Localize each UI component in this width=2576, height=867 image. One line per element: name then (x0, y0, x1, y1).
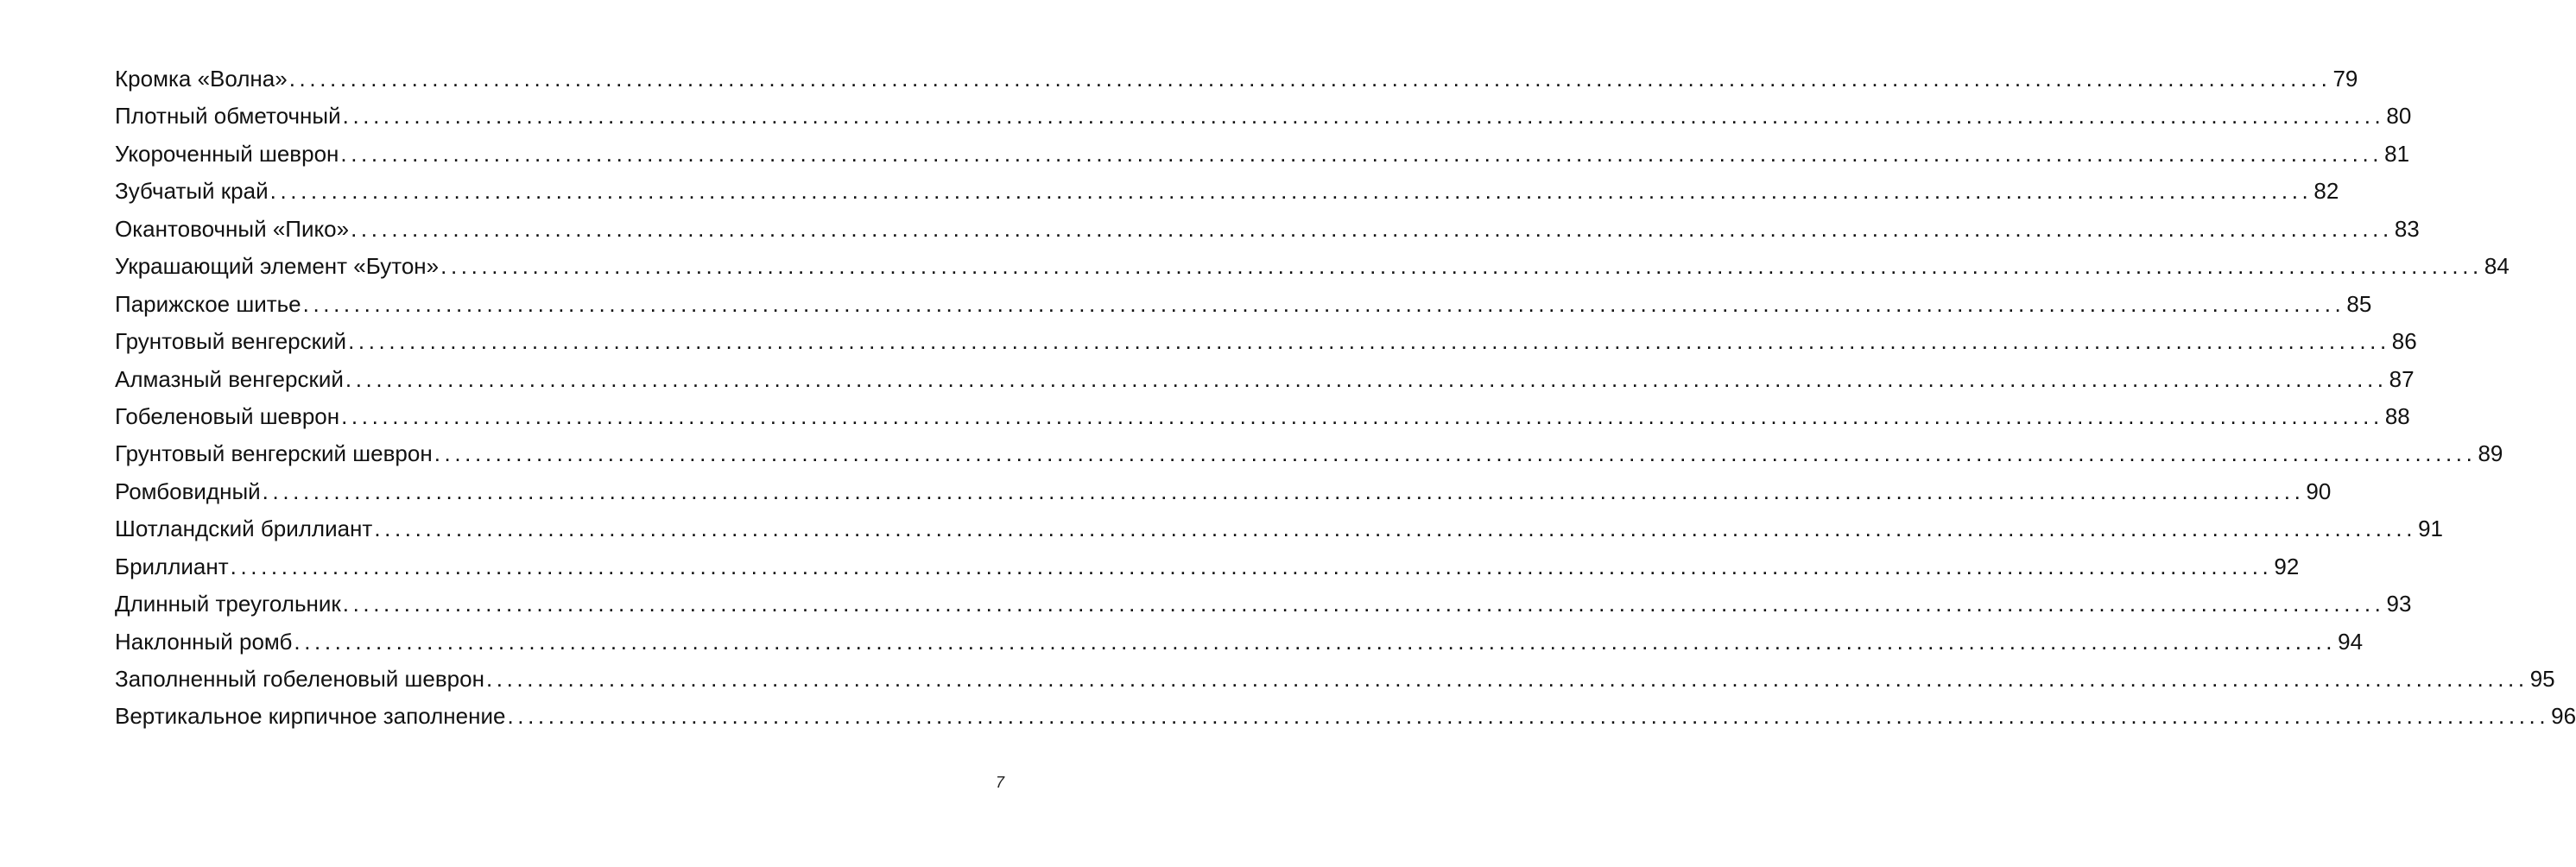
toc-entry-title: Грунтовый венгерский шеврон (115, 440, 433, 467)
dot-leader: ........................................................................................................................................................................................................ (351, 215, 2393, 242)
toc-entry-title: Длинный треугольник (115, 591, 341, 617)
toc-entry-title: Шотландский бриллиант (115, 516, 373, 542)
toc-entry-title: Окантовочный «Пико» (115, 215, 350, 242)
dot-leader: ........................................................................................................................................................................................................ (288, 66, 2332, 92)
toc-entry (115, 211, 2420, 248)
toc-entry (115, 361, 2415, 398)
toc-entry (115, 473, 2332, 510)
dot-leader: ........................................................................................................................................................................................................ (262, 478, 2305, 504)
toc-entry-page: 91 (2418, 516, 2443, 542)
toc-entry-page: 84 (2484, 253, 2510, 280)
toc-entry-title: Бриллиант (115, 553, 229, 579)
toc-entry (115, 698, 2576, 735)
toc-entry-page: 82 (2313, 178, 2339, 205)
toc-entry-page: 90 (2306, 478, 2332, 504)
toc-entry-title: Кромка «Волна» (115, 66, 288, 92)
dot-leader: ........................................................................................................................................................................................................ (340, 140, 2383, 167)
toc-entry (115, 60, 2358, 98)
toc-entry (115, 435, 2503, 472)
toc-entry-page: 87 (2389, 365, 2415, 392)
page-number: 7 (996, 774, 1005, 791)
toc-entry-title: Гобеленовый шеврон (115, 402, 340, 429)
toc-entry-page: 79 (2332, 66, 2358, 92)
toc-entry-title: Зубчатый край (115, 178, 269, 205)
toc-entry-title: Грунтовый венгерский (115, 328, 347, 355)
dot-leader: ........................................................................................................................................................................................................ (345, 365, 2388, 392)
toc-entry-page: 93 (2386, 591, 2412, 617)
toc-entry-page: 89 (2478, 440, 2503, 467)
toc-entry-page: 80 (2386, 103, 2412, 130)
toc-entry (115, 286, 2372, 323)
dot-leader: ........................................................................................................................................................................................................ (230, 553, 2273, 579)
dot-leader: ........................................................................................................................................................................................................ (507, 703, 2550, 730)
toc-entry (115, 510, 2443, 547)
toc-entry-page: 85 (2346, 290, 2372, 317)
toc-entry-title: Плотный обметочный (115, 103, 341, 130)
dot-leader: ........................................................................................................................................................................................................ (342, 591, 2385, 617)
dot-leader: ........................................................................................................................................................................................................ (434, 440, 2477, 467)
dot-leader: ........................................................................................................................................................................................................ (341, 402, 2383, 429)
toc-entry (115, 136, 2410, 173)
dot-leader: ........................................................................................................................................................................................................ (374, 516, 2417, 542)
toc-entry-title: Заполненный гобеленовый шеврон (115, 666, 484, 692)
toc-entry-page: 88 (2384, 402, 2410, 429)
toc-entry (115, 398, 2410, 435)
toc-entry-title: Ромбовидный (115, 478, 261, 504)
dot-leader: ........................................................................................................................................................................................................ (269, 178, 2313, 205)
toc-entry-page: 96 (2551, 703, 2576, 730)
table-of-contents (115, 60, 2576, 736)
dot-leader: ........................................................................................................................................................................................................ (485, 666, 2529, 692)
dot-leader: ........................................................................................................................................................................................................ (294, 628, 2337, 655)
toc-entry-title: Укороченный шеврон (115, 140, 339, 167)
toc-entry-page: 95 (2529, 666, 2555, 692)
toc-entry-title: Вертикальное кирпичное заполнение (115, 703, 506, 730)
toc-entry-page: 92 (2274, 553, 2300, 579)
toc-entry (115, 98, 2412, 135)
dot-leader: ........................................................................................................................................................................................................ (348, 328, 2390, 355)
toc-entry-page: 86 (2391, 328, 2417, 355)
toc-entry (115, 248, 2510, 285)
toc-entry (115, 173, 2339, 210)
dot-leader: ........................................................................................................................................................................................................ (302, 290, 2345, 317)
toc-entry (115, 623, 2364, 661)
toc-entry (115, 323, 2417, 360)
toc-entry-page: 81 (2384, 140, 2410, 167)
toc-entry-title: Украшающий элемент «Бутон» (115, 253, 440, 280)
toc-entry (115, 548, 2300, 585)
toc-entry-title: Алмазный венгерский (115, 365, 344, 392)
dot-leader: ........................................................................................................................................................................................................ (342, 103, 2385, 130)
dot-leader: ........................................................................................................................................................................................................ (440, 253, 2483, 280)
toc-entry-title: Наклонный ромб (115, 628, 293, 655)
toc-entry (115, 585, 2412, 623)
toc-entry-page: 94 (2338, 628, 2364, 655)
toc-entry-title: Парижское шитье (115, 290, 301, 317)
toc-entry (115, 661, 2555, 698)
toc-entry-page: 83 (2394, 215, 2420, 242)
